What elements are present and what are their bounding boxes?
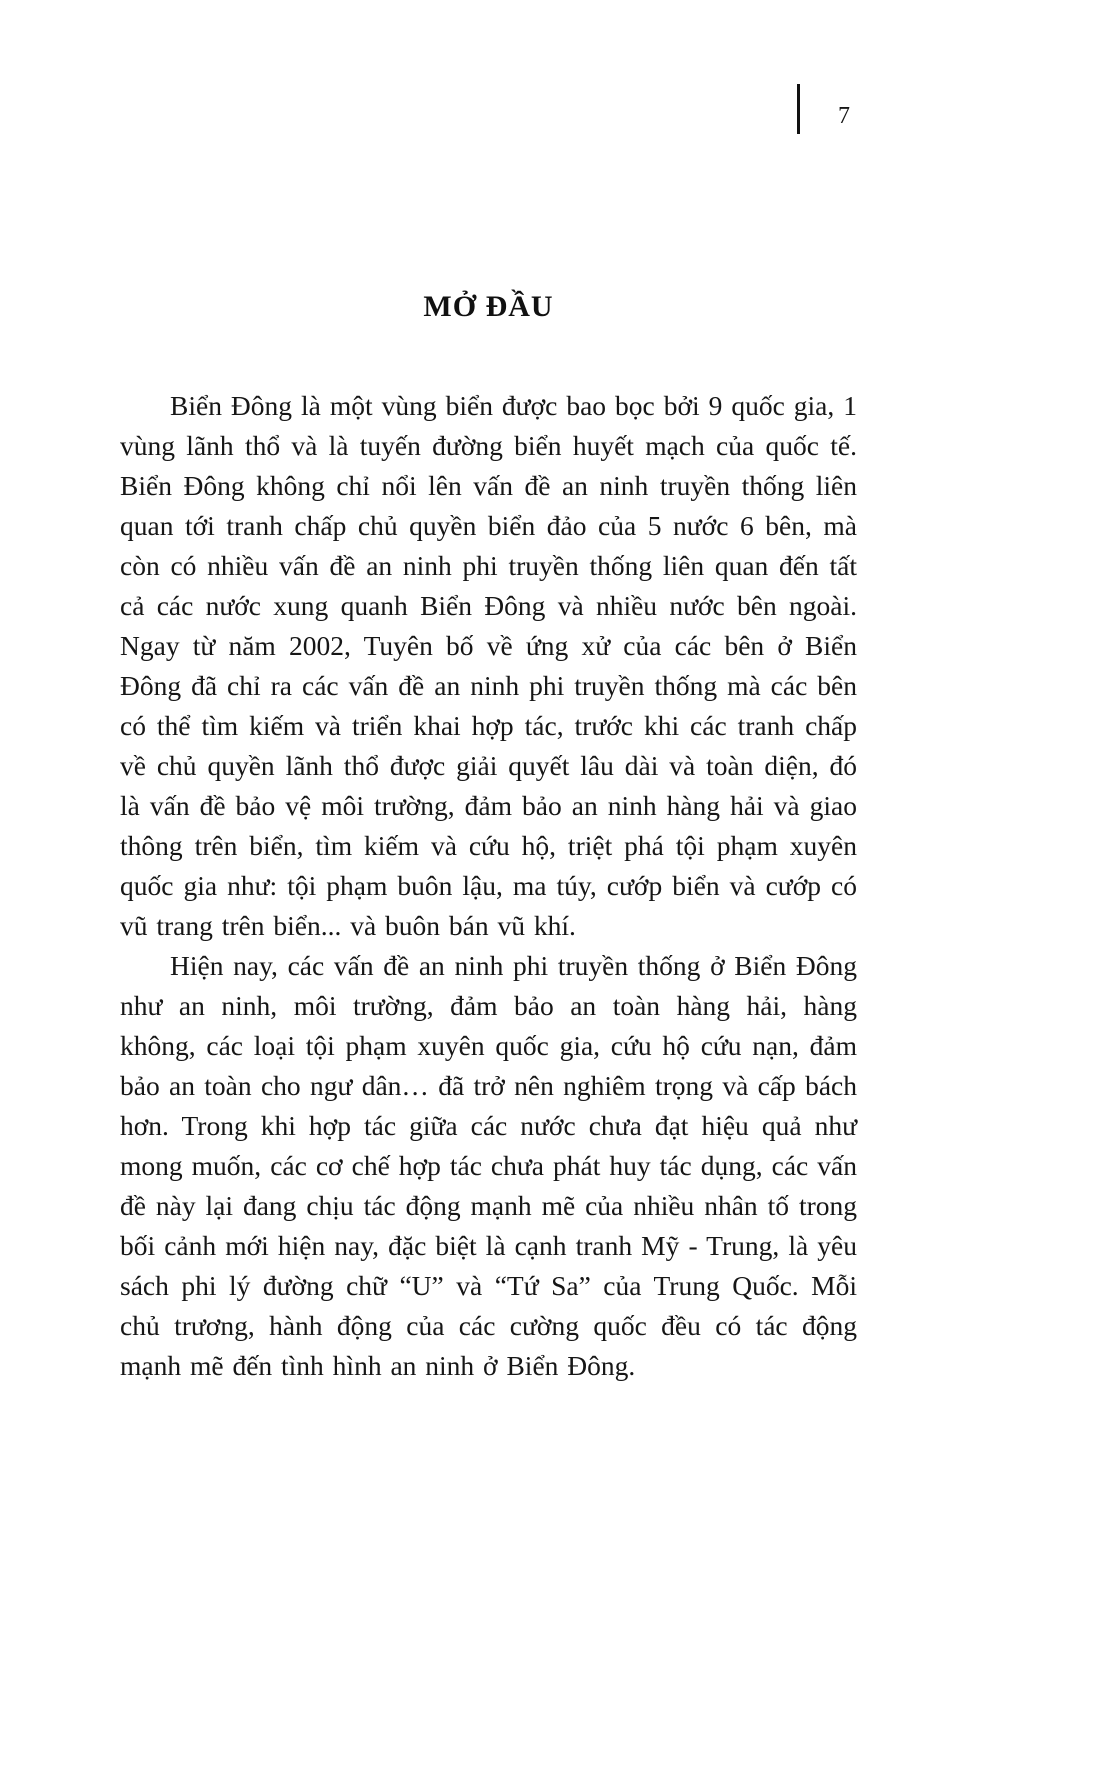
page-content (120, 290, 857, 1386)
page-header (797, 84, 850, 134)
body-text (120, 386, 857, 1386)
paragraph-2: Hiện nay, các vấn đề an ninh phi truyền thống ở Biển Đông như an ninh, môi trường, đảm bảo an toàn hàng hải, hàng không, các loại tội phạm xuyên quốc gia, cứu hộ cứu nạn, đảm bảo an toàn cho ngư dân… đã trở nên nghiêm trọng và cấp bách hơn. Trong khi hợp tác giữa các nước chưa đạt hiệu quả như mong muốn, các cơ chế hợp tác chưa phát huy tác dụng, các vấn đề này lại đang chịu tác động mạnh mẽ của nhiều nhân tố trong bối cảnh mới hiện nay, đặc biệt là cạnh tranh Mỹ - Trung, là yêu sách phi lý đường chữ “U” và “Tứ Sa” của Trung Quốc. Mỗi chủ trương, hành động của các cường quốc đều có tác động mạnh mẽ đến tình hình an ninh ở Biển Đông. (120, 950, 857, 1381)
page-number: 7 (838, 103, 850, 129)
chapter-title: MỞ ĐẦU (423, 290, 554, 323)
paragraph-1: Biển Đông là một vùng biển được bao bọc bởi 9 quốc gia, 1 vùng lãnh thổ và là tuyến đường biển huyết mạch của quốc tế. Biển Đông không chỉ nổi lên vấn đề an ninh truyền thống liên quan tới tranh chấp chủ quyền biển đảo của 5 nước 6 bên, mà còn có nhiều vấn đề an ninh phi truyền thống liên quan đến tất cả các nước xung quanh Biển Đông và nhiều nước bên ngoài. Ngay từ năm 2002, Tuyên bố về ứng xử của các bên ở Biển Đông đã chỉ ra các vấn đề an ninh phi truyền thống mà các bên có thể tìm kiếm và triển khai hợp tác, trước khi các tranh chấp về chủ quyền lãnh thổ được giải quyết lâu dài và toàn diện, đó là vấn đề bảo vệ môi trường, đảm bảo an ninh hàng hải và giao thông trên biển, tìm kiếm và cứu hộ, triệt phá tội phạm xuyên quốc gia như: tội phạm buôn lậu, ma túy, cướp biển và cướp có vũ trang trên biển... và buôn bán vũ khí. (120, 390, 857, 941)
folio-divider (797, 84, 800, 134)
